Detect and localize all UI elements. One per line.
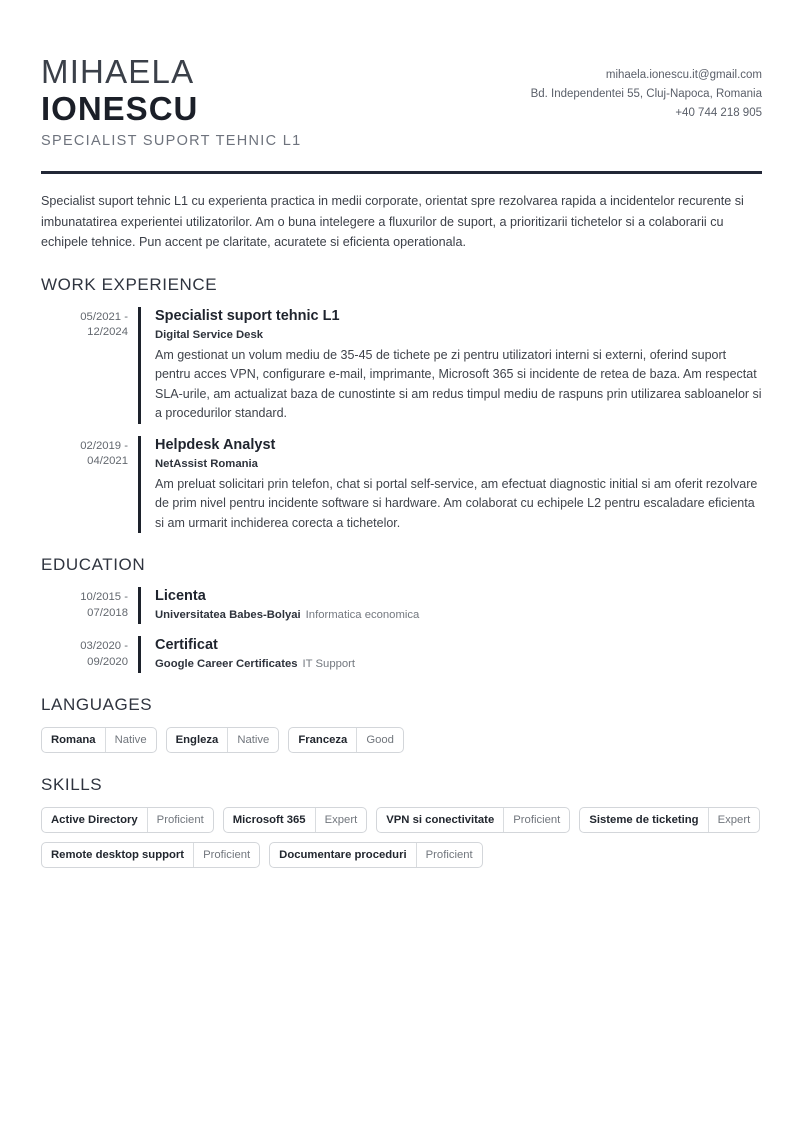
skill-level: Proficient <box>416 843 482 867</box>
education-entry <box>41 587 762 624</box>
section-title-education: EDUCATION <box>41 555 146 574</box>
section-skills <box>41 775 762 868</box>
language-name: Franceza <box>298 734 348 746</box>
skill-level: Expert <box>315 808 367 832</box>
date-start: 02/2019 - <box>80 439 128 452</box>
date-start: 03/2020 - <box>80 640 128 652</box>
section-title-work-experience: WORK EXPERIENCE <box>41 274 218 294</box>
first-name: MIHAELA <box>41 53 195 90</box>
education-field: IT Support <box>302 658 356 670</box>
education-entry-body <box>155 587 762 624</box>
education-institution: Google Career Certificates <box>155 658 298 670</box>
work-entry-description: Am preluat solicitari prin telefon, chat si portal self-service, am efectuat diagnostic initial si am oferit rezolvare de prim nivel pentru incidente software si hardware. Am colaborat cu echipele L2 pentru escaladare eficienta si am urmarit inchiderea corecta a tichetelor. <box>155 476 758 530</box>
language-level: Native <box>105 728 156 752</box>
skill-chip <box>579 807 760 833</box>
skill-level: Proficient <box>503 808 569 832</box>
education-entry <box>41 636 762 673</box>
work-entry-title: Specialist suport tehnic L1 <box>155 307 340 324</box>
skill-name: VPN si conectivitate <box>386 814 495 826</box>
education-entry-title: Certificat <box>155 637 218 653</box>
job-title: SPECIALIST SUPORT TEHNIC L1 <box>41 133 302 149</box>
contact-address: Bd. Independentei 55, Cluj-Napoca, Romania <box>530 88 762 100</box>
education-entry-institution-line <box>155 656 762 673</box>
education-entry-title: Licenta <box>155 588 206 604</box>
contact-phone: +40 744 218 905 <box>675 107 762 119</box>
skill-name: Remote desktop support <box>51 849 185 861</box>
education-entry-institution-line <box>155 607 762 624</box>
date-start: 10/2015 - <box>80 591 128 603</box>
date-end: 09/2020 <box>87 655 128 668</box>
date-end: 07/2018 <box>87 606 128 619</box>
work-entry-title: Helpdesk Analyst <box>155 436 276 453</box>
resume-header <box>41 52 762 149</box>
professional-summary: Specialist suport tehnic L1 cu experienta practica in medii corporate, orientat spre rezolvarea rapida a incidentelor recurente si imbunatatirea experientei utilizatorilor. Am o buna intelegere a fluxurilor de suport, a prioritizarii tichetelor si a colaborarii cu echipele tehnice. Pun accent pe claritate, acuratete si eficienta operationala. <box>41 194 744 249</box>
skill-name: Active Directory <box>51 814 138 826</box>
skill-name: Documentare proceduri <box>279 849 407 861</box>
education-institution: Universitatea Babes-Bolyai <box>155 609 301 621</box>
header-divider <box>41 171 762 174</box>
work-entry-dates <box>41 307 138 424</box>
work-entry-company: Digital Service Desk <box>155 328 264 341</box>
language-chip <box>288 727 404 753</box>
work-entry-dates <box>41 436 138 534</box>
contact-email: mihaela.ionescu.it@gmail.com <box>605 69 762 81</box>
entry-accent-bar <box>138 307 141 424</box>
name-block <box>41 52 301 149</box>
date-start: 05/2021 - <box>80 310 128 323</box>
language-level: Good <box>356 728 403 752</box>
date-end: 12/2024 <box>87 326 128 338</box>
section-education <box>41 555 762 673</box>
skill-chip <box>223 807 367 833</box>
education-entry-dates <box>41 587 138 624</box>
language-chip <box>166 727 280 753</box>
section-work-experience <box>41 275 762 534</box>
section-title-skills: SKILLS <box>41 775 103 794</box>
skill-chip <box>376 807 570 833</box>
entry-accent-bar <box>138 436 141 534</box>
contact-block <box>531 52 762 123</box>
skills-chip-row <box>41 807 762 833</box>
language-chip <box>41 727 157 753</box>
section-languages <box>41 695 762 753</box>
skill-chip <box>41 842 260 868</box>
education-field: Informatica economica <box>305 609 420 621</box>
skill-level: Expert <box>708 808 760 832</box>
languages-chip-list <box>41 727 762 753</box>
entry-accent-bar <box>138 587 141 624</box>
entry-accent-bar <box>138 636 141 673</box>
language-name: Romana <box>51 734 96 746</box>
skills-chip-row <box>41 842 762 868</box>
skill-name: Sisteme de ticketing <box>589 814 699 826</box>
work-entry-description: Am gestionat un volum mediu de 35-45 de tichete pe zi pentru utilizatori interni si externi, oferind suport pentru acces VPN, configurare e-mail, imprimante, Microsoft 365 si incidente de retea de baza. Am respectat SLA-urile, am actualizat baza de cunostinte si am redus timpul mediu de raspuns prin utilizarea sabloanelor si a procedurilor standard. <box>155 347 762 420</box>
work-entry <box>41 436 762 534</box>
education-entry-body <box>155 636 762 673</box>
work-entry-company: NetAssist Romania <box>155 457 258 470</box>
skill-chip <box>269 842 483 868</box>
date-end: 04/2021 <box>87 455 128 467</box>
skill-level: Proficient <box>193 843 259 867</box>
work-entry <box>41 307 762 424</box>
education-entry-dates <box>41 636 138 673</box>
work-entry-body <box>155 307 762 424</box>
section-title-languages: LANGUAGES <box>41 695 153 714</box>
work-entry-body <box>155 436 762 534</box>
language-level: Native <box>227 728 278 752</box>
last-name: IONESCU <box>41 90 199 127</box>
language-name: Engleza <box>175 734 219 746</box>
skill-level: Proficient <box>147 808 213 832</box>
skill-name: Microsoft 365 <box>232 814 306 826</box>
skill-chip <box>41 807 214 833</box>
